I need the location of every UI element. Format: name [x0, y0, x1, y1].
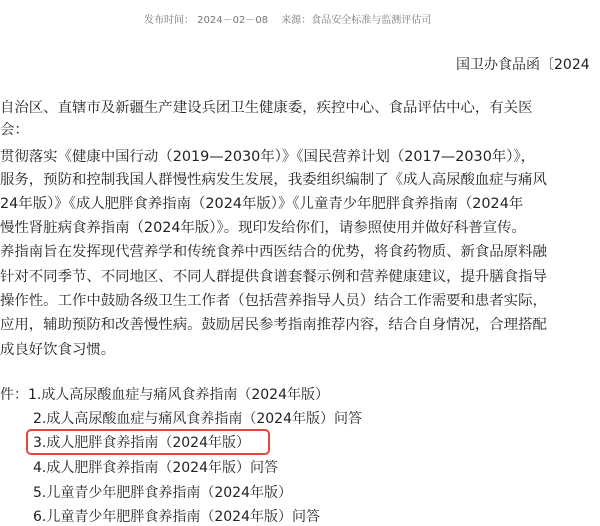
body-line: 慢性肾脏病食养指南（2024年版）》。现印发给你们，请参照使用并做好科普宣传。 [0, 220, 526, 236]
body-line: 养指南旨在发挥现代营养学和传统食养中西医结合的优势，将食药物质、新食品原料融 [0, 244, 547, 260]
highlight-box [26, 429, 270, 455]
body-line: 会： [0, 122, 29, 138]
attachment-item[interactable]: 2.成人高尿酸血症与痛风食养指南（2024年版）问答 [33, 411, 362, 427]
publish-meta [144, 11, 441, 26]
body-line: 贯彻落实《健康中国行动（2019—2030年）》《国民营养计划（2017—2030年）》， [0, 149, 536, 165]
document-number: 国卫办食品函〔2024 [456, 57, 590, 73]
body-line: 应用，辅助预防和改善慢性病。鼓励居民参考指南推荐内容，结合自身情况，合理搭配 [0, 317, 547, 333]
publish-source: 来源：食品安全标准与监测评估司 [281, 15, 432, 26]
attachment-item[interactable]: 4.成人肥胖食养指南（2024年版）问答 [33, 460, 278, 476]
attachment-item[interactable]: 件：1.成人高尿酸血症与痛风食养指南（2024年版） [0, 387, 329, 403]
attachment-item[interactable]: 6.儿童青少年肥胖食养指南（2024年版）问答 [33, 509, 320, 525]
body-line: 服务，预防和控制我国人群慢性病发生发展，我委组织编制了《成人高尿酸血症与痛风 [0, 172, 547, 188]
attachment-item[interactable]: 3.成人肥胖食养指南（2024年版） [33, 435, 250, 451]
body-line: 成良好饮食习惯。 [0, 342, 116, 358]
body-line: 24年版）》《成人肥胖食养指南（2024年版）》《儿童青少年肥胖食养指南（2024年 [0, 196, 524, 212]
attachment-item[interactable]: 5.儿童青少年肥胖食养指南（2024年版） [33, 485, 292, 501]
body-line: 操作性。工作中鼓励各级卫生工作者（包括营养指导人员）结合工作需要和患者实际， [0, 293, 547, 309]
publish-time: 发布时间： 2024－02－08 [144, 15, 269, 26]
body-line: 针对不同季节、不同地区、不同人群提供食谱套餐示例和营养健康建议，提升膳食指导 [0, 269, 547, 285]
body-line: 自治区、直辖市及新疆生产建设兵团卫生健康委，疾控中心、食品评估中心，有关医 [0, 100, 533, 116]
